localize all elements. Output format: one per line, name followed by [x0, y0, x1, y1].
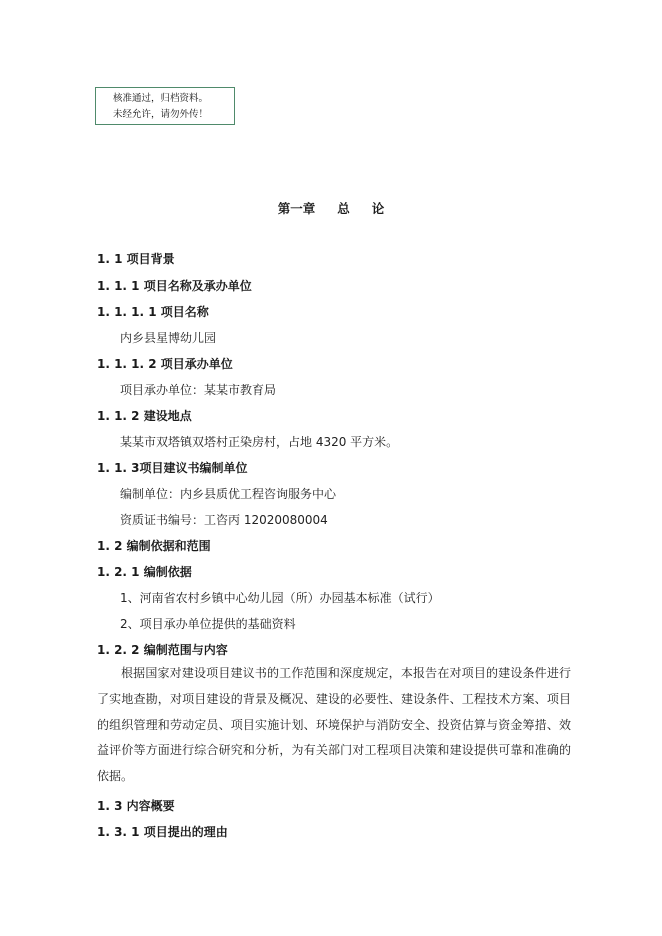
stamp-line-2: 未经允许，请勿外传！: [113, 109, 209, 120]
heading-1-1-3: 1. 1. 3项目建议书编制单位: [97, 461, 248, 475]
sponsor-text: 项目承办单位：某某市教育局: [120, 383, 277, 397]
heading-1-1-1-1: 1. 1. 1. 1 项目名称: [97, 305, 209, 319]
heading-1-2-1: 1. 2. 1 编制依据: [97, 565, 192, 579]
basis-item-2: 2、项目承办单位提供的基础资料: [120, 617, 296, 631]
chapter-title-char-1: 总: [337, 201, 350, 216]
heading-1-2-2: 1. 2. 2 编制范围与内容: [97, 643, 228, 657]
scope-paragraph: 根据国家对建设项目建议书的工作范围和深度规定，本报告在对项目的建设条件进行了实地查勘，对项目建设的背景及概况、建设的必要性、建设条件、工程技术方案、项目的组织管理和劳动定员、项目实施计划、环境保护与消防安全、投资估算与资金筹措、效益评价等方面进行综合研究和分析，为有关部门对工程项目决策和建设提供可靠和准确的依据。: [97, 666, 571, 784]
approval-stamp: [95, 87, 235, 125]
location-text: 某某市双塔镇双塔村正染房村，占地 4320 平方米。: [120, 435, 399, 449]
heading-1-1-2: 1. 1. 2 建设地点: [97, 409, 192, 423]
basis-item-1: 1、河南省农村乡镇中心幼儿园（所）办园基本标准（试行）: [120, 591, 440, 605]
certificate-text: 资质证书编号：工咨丙 12020080004: [120, 513, 328, 527]
stamp-line-1: 核准通过，归档资料。: [113, 93, 209, 104]
project-name-text: 内乡县星博幼儿园: [120, 331, 217, 345]
heading-1-1-1: 1. 1. 1 项目名称及承办单位: [97, 279, 252, 293]
chapter-title: [0, 199, 662, 217]
chapter-number: 第一章: [277, 201, 316, 216]
heading-1-3: 1. 3 内容概要: [97, 799, 175, 813]
heading-1-3-1: 1. 3. 1 项目提出的理由: [97, 825, 228, 839]
heading-1-2: 1. 2 编制依据和范围: [97, 539, 211, 553]
chapter-title-char-2: 论: [371, 201, 385, 216]
compiler-text: 编制单位：内乡县质优工程咨询服务中心: [120, 487, 337, 501]
heading-1-1: 1. 1 项目背景: [97, 252, 175, 266]
heading-1-1-1-2: 1. 1. 1. 2 项目承办单位: [97, 357, 233, 371]
